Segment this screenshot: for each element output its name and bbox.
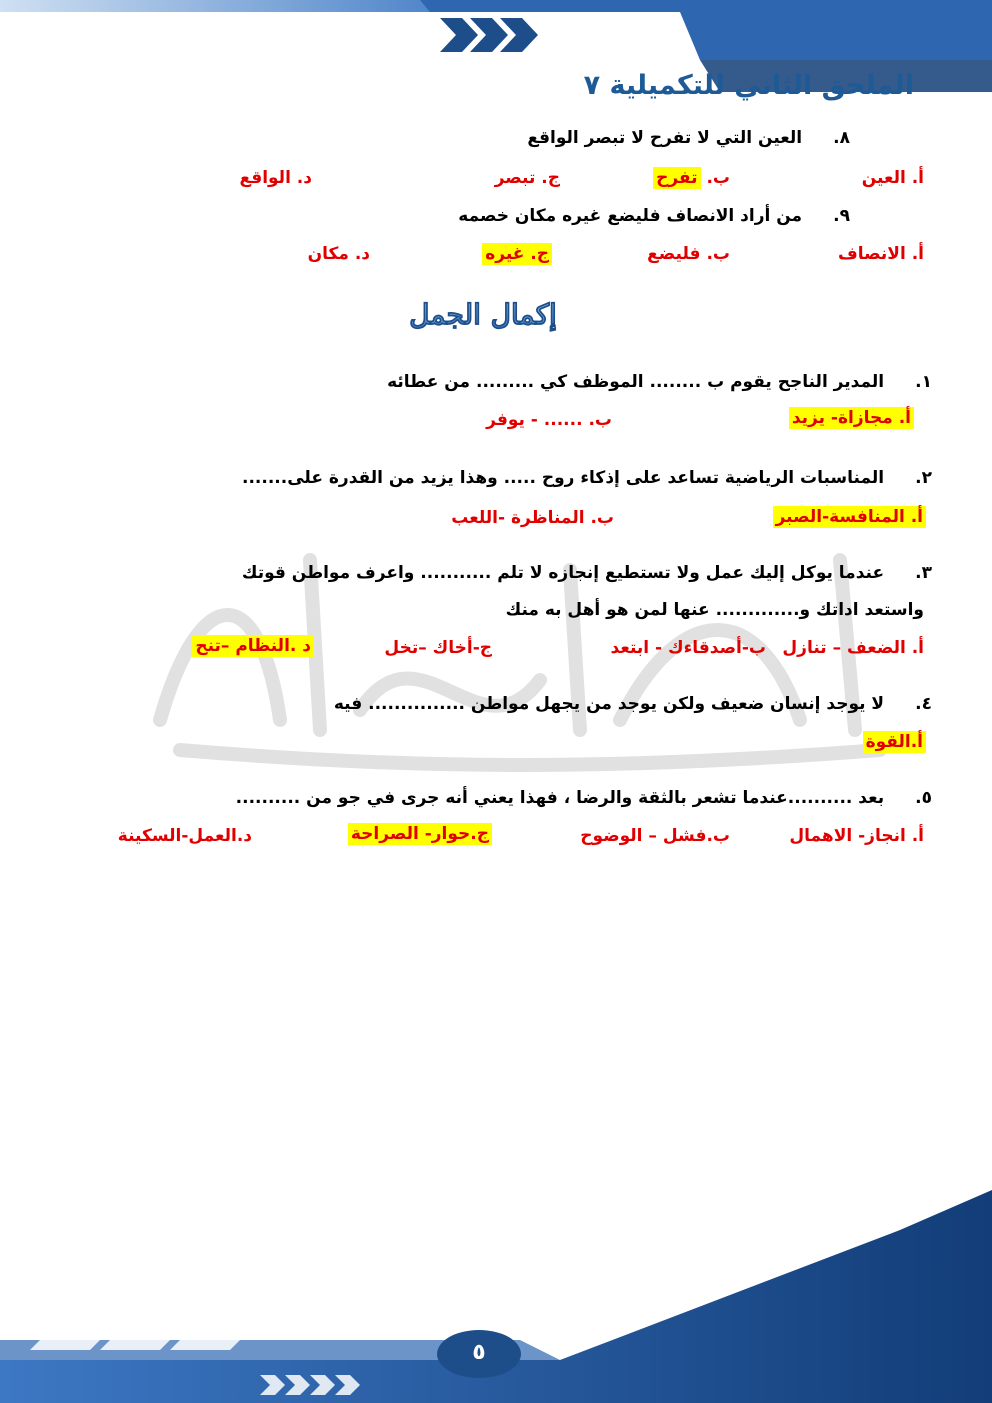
s3-option-b: ب-أصدقاءك - ابتعد — [610, 638, 766, 658]
q9-option-c — [482, 244, 552, 264]
sentence-number: ٤. — [915, 694, 932, 714]
q8-option-c: ج. تبصر — [494, 168, 560, 188]
highlighted-answer: أ. المنافسة-الصبر — [773, 506, 926, 528]
sentence-text: المدير الناجح يقوم ب ........ الموظف كي ......... من عطائه — [387, 372, 885, 392]
s4-option-a — [863, 732, 926, 752]
q8-option-b — [653, 168, 730, 188]
sentence-4 — [334, 694, 932, 714]
question-text: العين التي لا تفرح لا تبصر الواقع — [527, 128, 803, 148]
sentence-5 — [236, 788, 932, 808]
section-heading: إكمال الجمل — [409, 298, 557, 331]
page-title: الملحق الثاني للتكميلية ٧ — [583, 70, 914, 101]
q8-option-a: أ. العين — [861, 168, 924, 188]
s1-option-b: ب. ...... - يوفر — [486, 410, 612, 430]
s2-option-a — [773, 507, 926, 527]
question-9 — [458, 206, 850, 226]
q9-option-d: د. مكان — [307, 244, 370, 264]
s5-option-d: د.العمل-السكينة — [117, 826, 252, 846]
q8-option-d: د. الواقع — [239, 168, 312, 188]
s5-option-c — [348, 824, 492, 844]
s3-option-d — [192, 636, 314, 656]
sentence-3-line-2: واستعد اداتك و............. عنها لمن هو أهل به منك — [505, 600, 924, 620]
sentence-3-line-1 — [242, 563, 932, 583]
sentence-text: عندما يوكل إليك عمل ولا تستطيع إنجازه لا تلم ........... واعرف مواطن قوتك — [241, 563, 885, 583]
q9-option-b: ب. فليضع — [647, 244, 730, 264]
highlighted-answer: أ.القوة — [863, 731, 926, 753]
s3-option-a: أ. الضعف – تنازل — [782, 638, 924, 658]
question-number: ٨. — [833, 128, 850, 148]
question-8 — [527, 128, 850, 148]
page-number: ٥ — [437, 1330, 521, 1378]
option-label: ب. — [706, 168, 730, 188]
s5-option-a: أ. انجاز- الاهمال — [789, 826, 924, 846]
sentence-2 — [242, 468, 932, 488]
s1-option-a — [789, 408, 914, 428]
sentence-text: لا يوجد إنسان ضعيف ولكن يوجد من يجهل مواطن ............... فيه — [333, 694, 885, 714]
highlighted-answer: ج. غيره — [482, 243, 552, 265]
s3-option-c: ج-أخاك –تخل — [384, 638, 492, 658]
sentence-text: المناسبات الرياضية تساعد على إذكاء روح ..... وهذا يزيد من القدرة على....... — [242, 468, 885, 488]
s2-option-b: ب. المناظرة -اللعب — [451, 508, 614, 528]
sentence-number: ٣. — [915, 563, 932, 583]
highlighted-answer: أ. مجازاة- يزيد — [789, 407, 914, 429]
sentence-number: ١. — [915, 372, 932, 392]
sentence-number: ٥. — [915, 788, 932, 808]
section-heading-banner — [408, 290, 558, 338]
sentence-text: بعد ..........عندما تشعر بالثقة والرضا ، فهذا يعني أنه جرى في جو من .......... — [235, 788, 885, 808]
q9-option-a: أ. الانصاف — [838, 244, 924, 264]
highlighted-answer: د .النظام –تنح — [192, 635, 314, 657]
sentence-number: ٢. — [915, 468, 932, 488]
highlighted-answer: ج.حوار- الصراحة — [348, 823, 492, 845]
sentence-1 — [387, 372, 932, 392]
s5-option-b: ب.فشل – الوضوح — [580, 826, 730, 846]
question-text: من أراد الانصاف فليضع غيره مكان خصمه — [458, 206, 803, 226]
highlighted-answer: تفرح — [653, 167, 700, 189]
question-number: ٩. — [833, 206, 850, 226]
